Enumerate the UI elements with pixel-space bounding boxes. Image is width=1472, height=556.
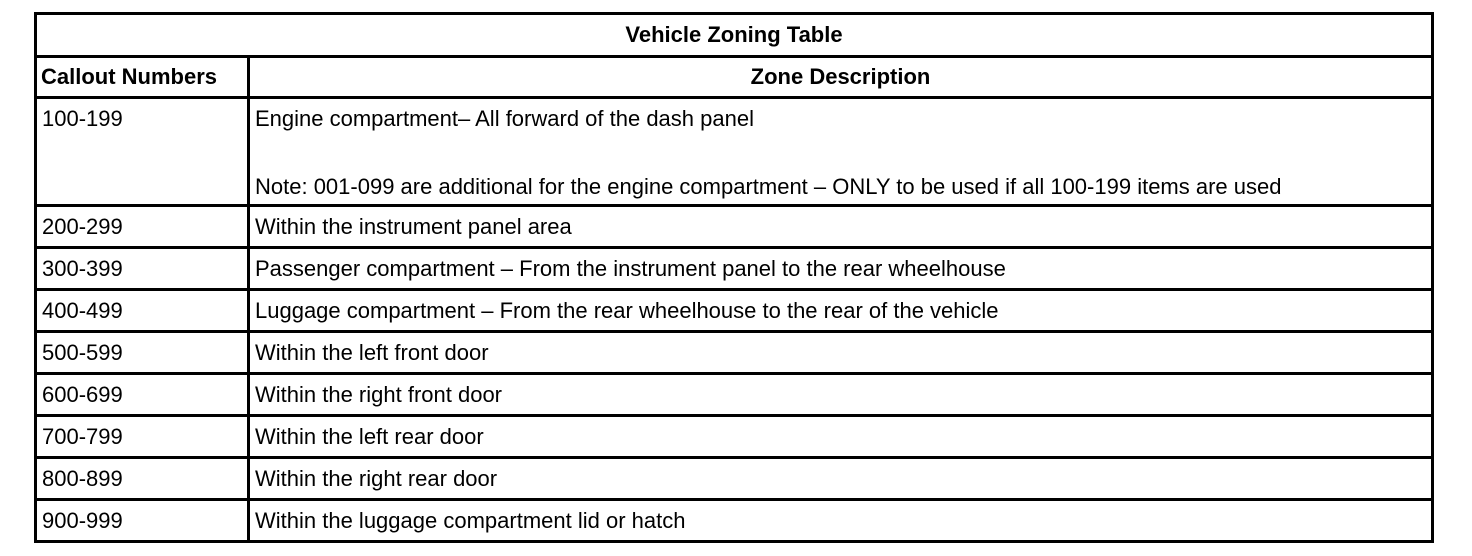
callout-cell: 400-499 [36,290,249,332]
table-row [36,332,1433,374]
table-row [36,500,1433,542]
description-cell: Within the left rear door [249,416,1433,458]
callout-cell: 300-399 [36,248,249,290]
description-cell: Within the instrument panel area [249,206,1433,248]
description-cell: Within the luggage compartment lid or hatch [249,500,1433,542]
table-row [36,374,1433,416]
description-cell [249,98,1433,206]
table-row [36,416,1433,458]
table-title: Vehicle Zoning Table [36,14,1433,57]
callout-cell: 900-999 [36,500,249,542]
description-cell: Within the right front door [249,374,1433,416]
header-callout-numbers: Callout Numbers [36,57,249,98]
table-row [36,98,1433,206]
description-cell: Within the left front door [249,332,1433,374]
callout-cell: 700-799 [36,416,249,458]
vehicle-zoning-table [34,12,1434,543]
description-cell: Passenger compartment – From the instrument panel to the rear wheelhouse [249,248,1433,290]
table-row [36,248,1433,290]
table-header-row [36,57,1433,98]
callout-cell: 100-199 [36,98,249,206]
header-zone-description: Zone Description [249,57,1433,98]
callout-cell: 800-899 [36,458,249,500]
callout-cell: 500-599 [36,332,249,374]
description-text: Engine compartment– All forward of the dash panel [255,106,754,131]
engine-note-text: Note: 001-099 are additional for the engine compartment – ONLY to be used if all 100-199 items are used [255,174,1282,199]
callout-cell: 600-699 [36,374,249,416]
table-row [36,458,1433,500]
description-cell: Luggage compartment – From the rear wheelhouse to the rear of the vehicle [249,290,1433,332]
table-row [36,206,1433,248]
callout-cell: 200-299 [36,206,249,248]
table-row [36,290,1433,332]
table-title-row [36,14,1433,57]
description-cell: Within the right rear door [249,458,1433,500]
